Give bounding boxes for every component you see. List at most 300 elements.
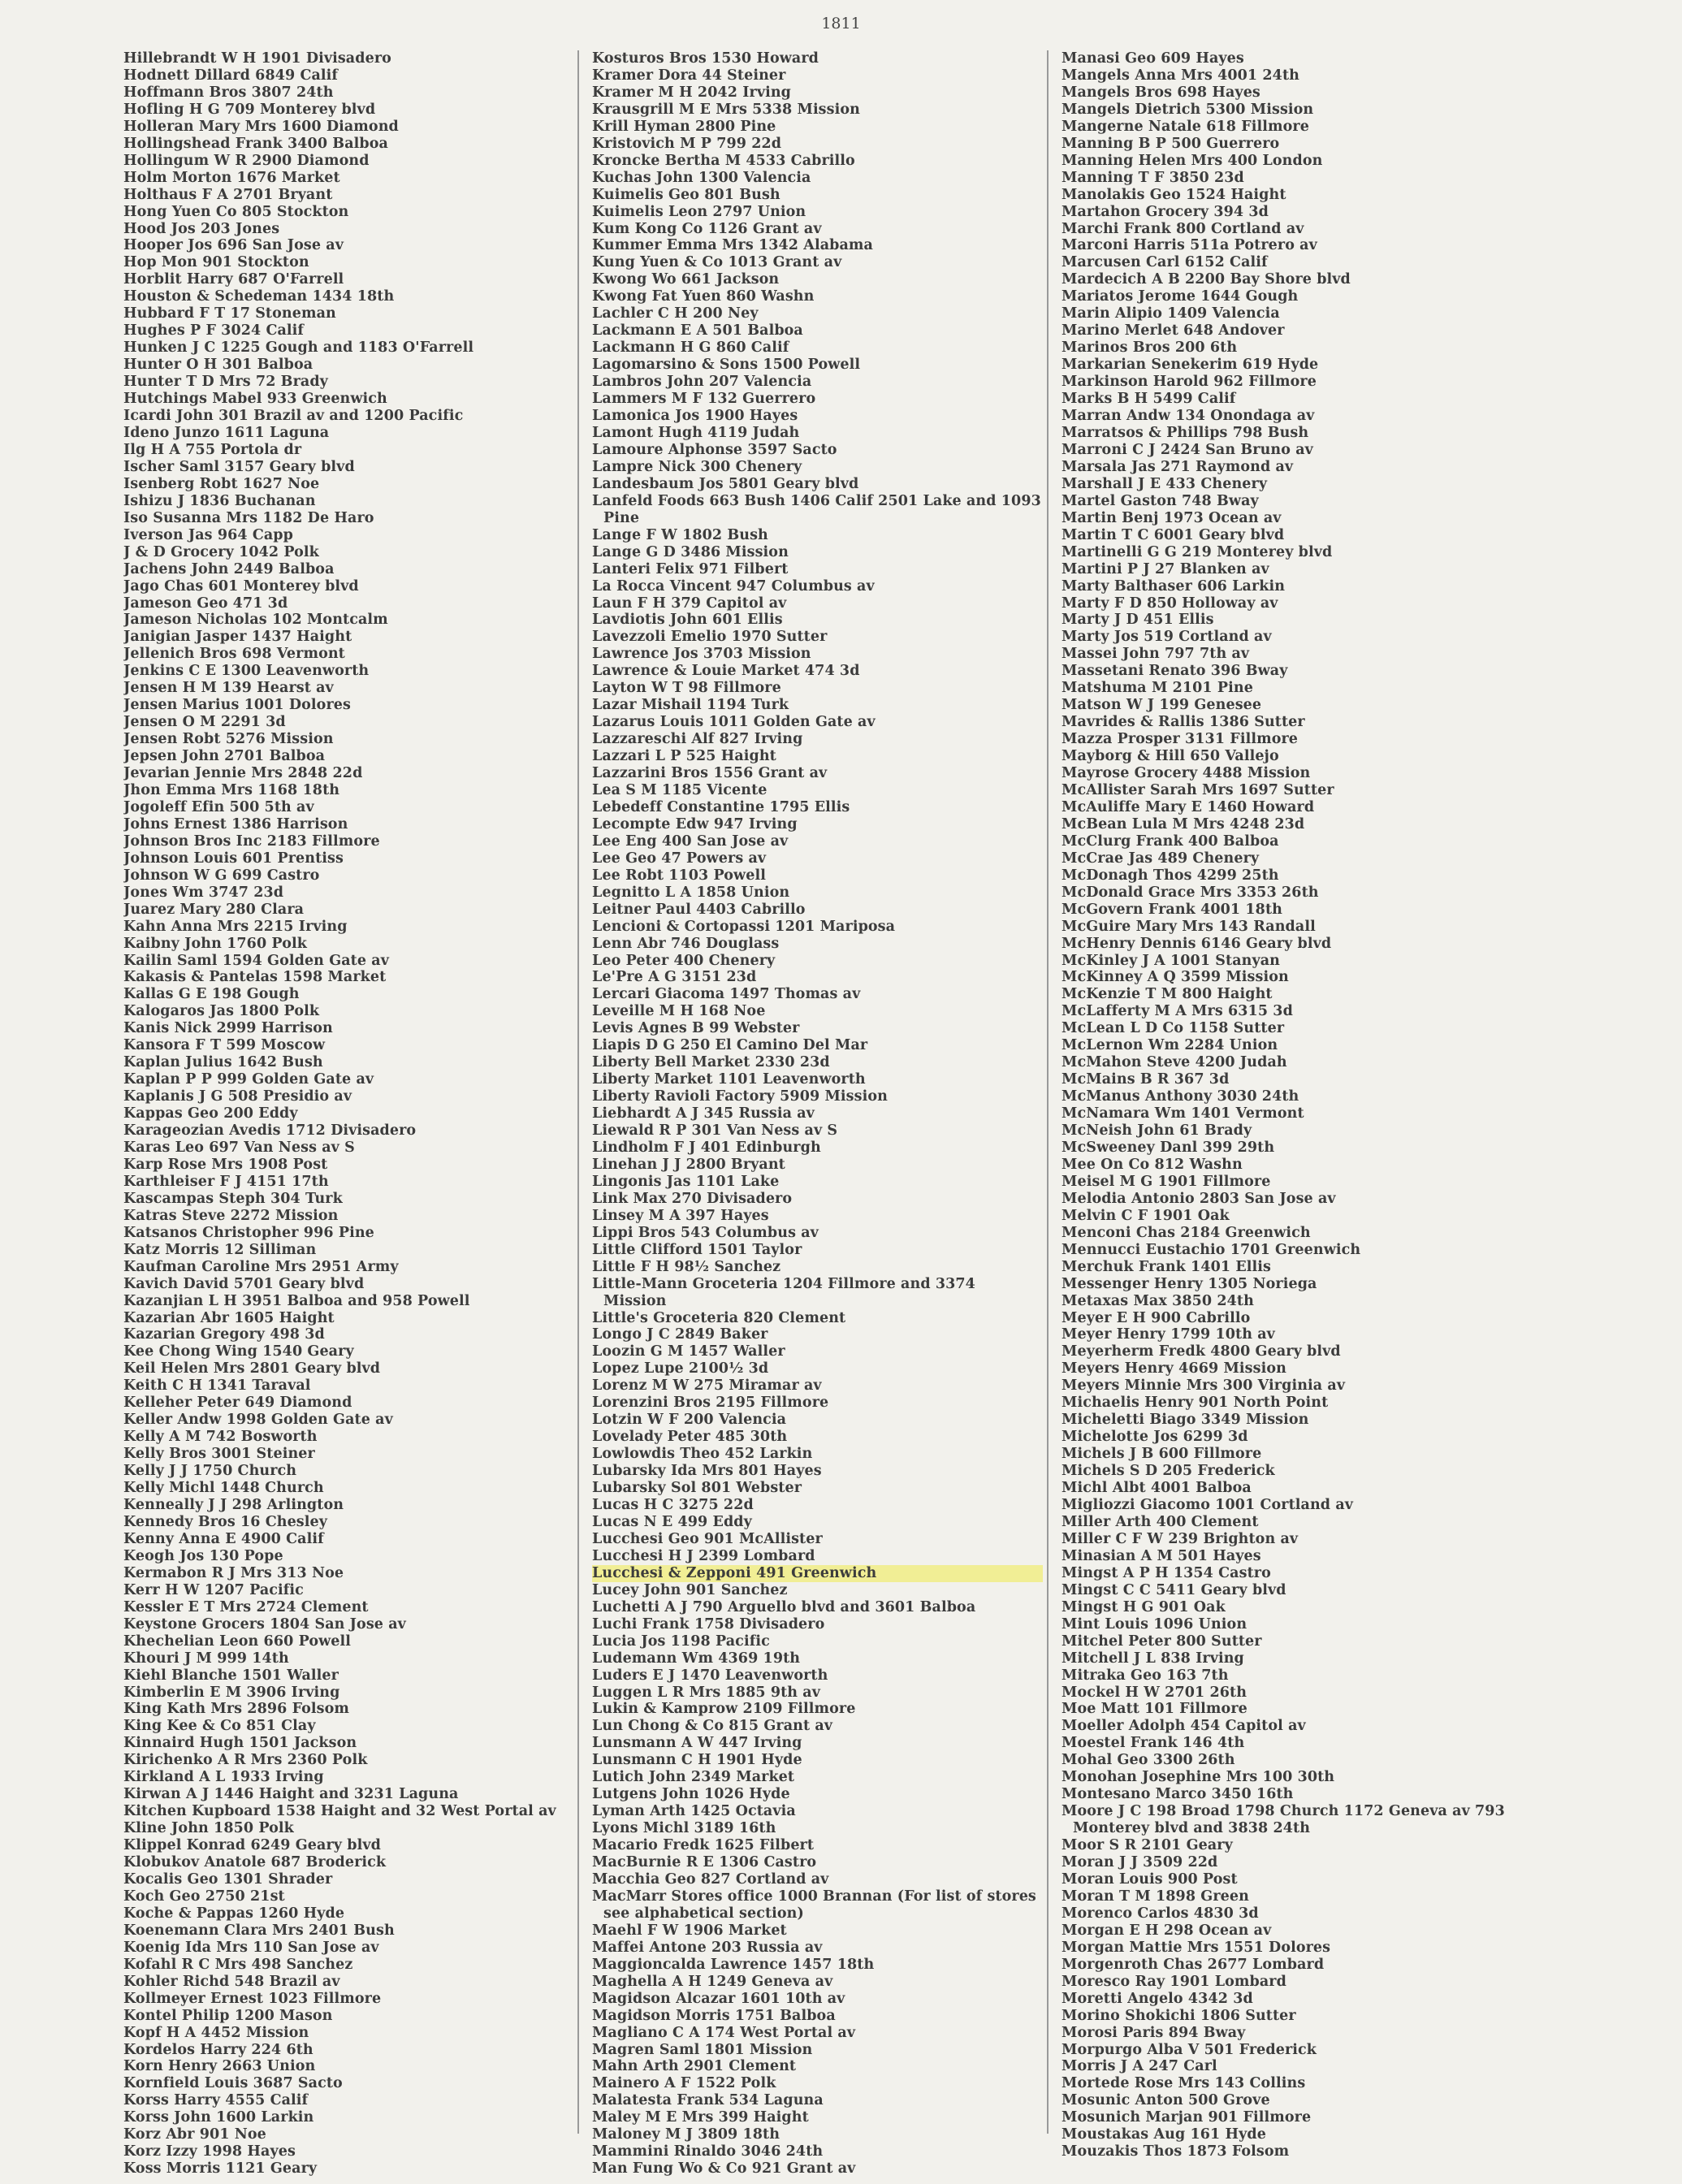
directory-entry: Miller Arth 400 Clement [1062,1513,1259,1530]
directory-entry: Kerr H W 1207 Pacific [123,1581,304,1598]
directory-entry: Lambros John 207 Valencia [592,374,812,391]
directory-entry: Kum Kong Co 1126 Grant av [592,220,822,237]
directory-entry: Karp Rose Mrs 1908 Post [123,1156,328,1173]
directory-entry: Marran Andw 134 Onondaga av [1062,408,1315,425]
directory-entry: Jevarian Jennie Mrs 2848 22d [123,765,363,782]
directory-entry: Maley M E Mrs 399 Haight [592,2109,809,2126]
directory-entry: Lanfeld Foods 663 Bush 1406 Calif 2501 Lake and 1093 Pine [592,492,1041,526]
directory-entry: Hunken J C 1225 Gough and 1183 O'Farrell [123,339,474,357]
directory-entry: Monohan Josephine Mrs 100 30th [1062,1769,1335,1786]
directory-entry: Mangerne Natale 618 Fillmore [1062,118,1309,135]
directory-entry: Luchi Frank 1758 Divisadero [592,1615,825,1633]
directory-entry: Macario Fredk 1625 Filbert [592,1837,815,1854]
directory-entry: Holleran Mary Mrs 1600 Diamond [123,118,399,135]
directory-entry: Keogh Jos 130 Pope [123,1547,283,1564]
directory-entry: Liberty Ravioli Factory 5909 Mission [592,1088,888,1105]
directory-entry: Jhon Emma Mrs 1168 18th [123,781,340,798]
directory-entry: Morgan E H 298 Ocean av [1062,1922,1272,1939]
directory-entry: Hong Yuen Co 805 Stockton [123,203,349,220]
directory-entry: Mazza Prosper 3131 Fillmore [1062,731,1299,748]
directory-entry: Lea S M 1185 Vicente [592,781,767,798]
directory-entry: Krausgrill M E Mrs 5338 Mission [592,101,860,118]
directory-entry: Hutchings Mabel 933 Greenwich [123,391,387,408]
directory-entry: Messenger Henry 1305 Noriega [1062,1275,1317,1292]
directory-entry: Kaufman Caroline Mrs 2951 Army [123,1258,399,1275]
directory-entry: Le'Pre A G 3151 23d [592,969,757,986]
directory-entry: Menconi Chas 2184 Greenwich [1062,1224,1311,1241]
directory-entry: Marty Jos 519 Cortland av [1062,629,1272,646]
directory-entry: McBean Lula M Mrs 4248 23d [1062,815,1305,833]
directory-entry: Micheletti Biago 3349 Mission [1062,1412,1309,1429]
directory-entry: Lutich John 2349 Market [592,1769,795,1786]
directory-entry: Landesbaum Jos 5801 Geary blvd [592,475,859,492]
directory-entry: Martin T C 6001 Geary blvd [1062,526,1285,543]
directory-entry: Keil Helen Mrs 2801 Geary blvd [123,1360,381,1377]
directory-column-3 [1062,50,1516,2160]
directory-entry: Manning T F 3850 23d [1062,169,1244,186]
directory-entry: McKenzie T M 800 Haight [1062,986,1273,1003]
directory-entry: Krill Hyman 2800 Pine [592,118,776,135]
directory-entry: Kenny Anna E 4900 Calif [123,1530,324,1547]
directory-entry: Hillebrandt W H 1901 Divisadero [123,50,391,67]
directory-entry: Liberty Market 1101 Leavenworth [592,1071,866,1088]
directory-entry: Koenig Ida Mrs 110 San Jose av [123,1939,379,1956]
directory-entry: Morino Shokichi 1806 Sutter [1062,2007,1296,2024]
directory-entry: Matshuma M 2101 Pine [1062,680,1253,697]
directory-entry: Koss Morris 1121 Geary [123,2160,318,2178]
directory-entry: Markinson Harold 962 Fillmore [1062,374,1317,391]
directory-entry: Kuimelis Geo 801 Bush [592,186,780,203]
directory-entry: Mangels Anna Mrs 4001 24th [1062,67,1299,84]
directory-entry: Kramer M H 2042 Irving [592,84,792,101]
directory-entry: Lee Robt 1103 Powell [592,867,766,884]
directory-entry: Kallas G E 198 Gough [123,986,300,1003]
directory-entry: Kaibny John 1760 Polk [123,935,307,952]
directory-entry: Mitchell J L 838 Irving [1062,1650,1244,1667]
directory-entry: Lamonica Jos 1900 Hayes [592,408,798,425]
directory-entry: Jensen H M 139 Hearst av [123,680,334,697]
directory-entry: Matson W J 199 Genesee [1062,697,1262,714]
directory-entry: Mingst C C 5411 Geary blvd [1062,1581,1286,1598]
directory-entry: Korn Henry 2663 Union [123,2058,316,2075]
directory-entry: Iverson Jas 964 Capp [123,526,293,543]
directory-entry: Kummer Emma Mrs 1342 Alabama [592,237,873,254]
directory-entry: Mingst A P H 1354 Castro [1062,1564,1271,1581]
directory-entry: Lawrence & Louie Market 474 3d [592,663,860,680]
directory-entry: Michl Albt 4001 Balboa [1062,1480,1252,1497]
directory-entry: Miller C F W 239 Brighton av [1062,1530,1299,1547]
directory-entry: Kornfield Louis 3687 Sacto [123,2075,343,2092]
directory-entry: Lazzari L P 525 Haight [592,748,776,765]
directory-entry: Mennucci Eustachio 1701 Greenwich [1062,1241,1361,1258]
directory-entry: Korz Abr 901 Noe [123,2126,266,2143]
directory-entry: Lovelady Peter 485 30th [592,1429,788,1446]
directory-entry: Kordelos Harry 224 6th [123,2041,313,2058]
directory-entry: Lotzin W F 200 Valencia [592,1412,787,1429]
directory-entry: Katras Steve 2272 Mission [123,1207,339,1224]
directory-entry: Kalogaros Jas 1800 Polk [123,1003,320,1020]
directory-entry: Hollingshead Frank 3400 Balboa [123,135,388,152]
directory-entry: Jenkins C E 1300 Leavenworth [123,663,370,680]
directory-entry: Marty F D 850 Holloway av [1062,595,1278,612]
directory-entry: Manning B P 500 Guerrero [1062,135,1280,152]
directory-entry: Jensen O M 2291 3d [123,714,286,731]
directory-entry: Kelly A M 742 Bosworth [123,1429,318,1446]
directory-entry: Layton W T 98 Fillmore [592,680,781,697]
directory-entry: Mitraka Geo 163 7th [1062,1667,1229,1684]
directory-entry: Kennedy Bros 16 Chesley [123,1513,327,1530]
column-divider [1047,50,1049,2134]
directory-entry: Manasi Geo 609 Hayes [1062,50,1244,67]
directory-entry: Kramer Dora 44 Steiner [592,67,786,84]
directory-entry: Kimberlin E M 3906 Irving [123,1684,340,1701]
directory-entry: Lowlowdis Theo 452 Larkin [592,1446,813,1463]
directory-entry: Mammini Rinaldo 3046 24th [592,2143,824,2160]
directory-entry: Lyman Arth 1425 Octavia [592,1803,796,1820]
directory-entry: Lucas H C 3275 22d [592,1497,754,1514]
column-divider [577,50,579,2134]
directory-entry: McNamara Wm 1401 Vermont [1062,1105,1304,1122]
directory-entry: Mardecich A B 2200 Bay Shore blvd [1062,271,1351,288]
directory-entry: Lindholm F J 401 Edinburgh [592,1140,821,1156]
directory-entry: Mouzakis Thos 1873 Folsom [1062,2143,1290,2160]
directory-entry: Link Max 270 Divisadero [592,1190,793,1207]
directory-entry: Lee Eng 400 San Jose av [592,833,789,850]
directory-entry: Mee On Co 812 Washn [1062,1156,1243,1173]
directory-entry: Kappas Geo 200 Eddy [123,1105,298,1122]
directory-entry: Leo Peter 400 Chenery [592,952,776,969]
directory-entry: Maffei Antone 203 Russia av [592,1939,823,1956]
directory-entry: Marino Merlet 648 Andover [1062,322,1285,339]
directory-entry: Keystone Grocers 1804 San Jose av [123,1615,406,1633]
directory-entry: Khouri J M 999 14th [123,1650,289,1667]
directory-entry: Kinnaird Hugh 1501 Jackson [123,1735,357,1752]
directory-entry: Lamont Hugh 4119 Judah [592,424,800,441]
directory-entry: Karthleiser F J 4151 17th [123,1173,329,1190]
directory-entry: Little F H 98½ Sanchez [592,1258,781,1275]
directory-entry: Kascampas Steph 304 Turk [123,1190,343,1207]
directory-entry: Korss Harry 4555 Calif [123,2092,309,2109]
directory-entry: McLean L D Co 1158 Sutter [1062,1020,1285,1037]
directory-entry: Johnson Bros Inc 2183 Fillmore [123,833,380,850]
directory-entry: Kanis Nick 2999 Harrison [123,1020,333,1037]
directory-entry: Montesano Marco 3450 16th [1062,1786,1294,1803]
directory-entry: McGuire Mary Mrs 143 Randall [1062,918,1316,935]
directory-entry: Mohal Geo 3300 26th [1062,1752,1235,1769]
directory-entry: Macchia Geo 827 Cortland av [592,1870,829,1888]
directory-entry: Koenemann Clara Mrs 2401 Bush [123,1922,395,1939]
directory-entry: Meyer Henry 1799 10th av [1062,1326,1275,1343]
directory-entry: McManus Anthony 3030 24th [1062,1088,1299,1105]
directory-entry: Moustakas Aug 161 Hyde [1062,2126,1266,2143]
directory-entry: King Kath Mrs 2896 Folsom [123,1701,350,1718]
directory-entry: McAllister Sarah Mrs 1697 Sutter [1062,781,1334,798]
directory-entry: Lazzareschi Alf 827 Irving [592,731,803,748]
directory-entry: Lee Geo 47 Powers av [592,850,767,867]
directory-entry: Lanteri Felix 971 Filbert [592,560,789,577]
directory-entry: McMains B R 367 3d [1062,1071,1230,1088]
directory-entry: Kazanjian L H 3951 Balboa and 958 Powell [123,1292,470,1309]
directory-entry: Lun Chong & Co 815 Grant av [592,1718,833,1735]
directory-entry: Loozin G M 1457 Waller [592,1343,785,1360]
directory-entry: McDonagh Thos 4299 25th [1062,867,1279,884]
directory-entry: Lunsmann A W 447 Irving [592,1735,802,1752]
directory-entry: Johns Ernest 1386 Harrison [123,815,348,833]
directory-entry: Hodnett Dillard 6849 Calif [123,67,339,84]
directory-entry: Ilg H A 755 Portola dr [123,441,302,458]
directory-entry: Holm Morton 1676 Market [123,169,340,186]
directory-entry: Martin Benj 1973 Ocean av [1062,509,1282,526]
directory-entry: Maggioncalda Lawrence 1457 18th [592,1956,875,1973]
directory-entry: Katz Morris 12 Silliman [123,1241,317,1258]
directory-entry: Hofling H G 709 Monterey blvd [123,101,376,118]
directory-entry: Meyer E H 900 Cabrillo [1062,1309,1251,1326]
directory-entry: McLafferty M A Mrs 6315 3d [1062,1003,1293,1020]
directory-entry: Mayrose Grocery 4488 Mission [1062,765,1311,782]
directory-entry: Kitchen Kupboard 1538 Haight and 32 West Portal av [123,1803,556,1820]
directory-entry: Kessler E T Mrs 2724 Clement [123,1598,369,1615]
directory-entry: Lucchesi H J 2399 Lombard [592,1547,815,1564]
directory-entry: Marroni C J 2424 San Bruno av [1062,441,1313,458]
directory-entry: Kazarian Gregory 498 3d [123,1326,325,1343]
directory-entry: Moresco Ray 1901 Lombard [1062,1973,1286,1990]
directory-entry: Kofahl R C Mrs 498 Sanchez [123,1956,353,1973]
directory-entry: Kenneally J J 298 Arlington [123,1497,344,1514]
directory-entry: Morgan Mattie Mrs 1551 Dolores [1062,1939,1331,1956]
directory-entry: Luders E J 1470 Leavenworth [592,1667,828,1684]
directory-entry: Hubbard F T 17 Stoneman [123,305,336,322]
directory-entry: Lackmann H G 860 Calif [592,339,789,357]
directory-entry: Kohler Richd 548 Brazil av [123,1973,340,1990]
directory-entry: Moestel Frank 146 4th [1062,1735,1245,1752]
directory-entry: Minasian A M 501 Hayes [1062,1547,1261,1564]
directory-entry: Kazarian Abr 1605 Haight [123,1309,335,1326]
directory-entry: Moeller Adolph 454 Capitol av [1062,1718,1306,1735]
directory-entry: Moran Louis 900 Post [1062,1870,1238,1888]
directory-entry: Kroncke Bertha M 4533 Cabrillo [592,152,855,169]
directory-entry: Leitner Paul 4403 Cabrillo [592,901,806,918]
directory-entry: Michaelis Henry 901 North Point [1062,1395,1329,1412]
directory-entry: Moretti Angelo 4342 3d [1062,1990,1253,2007]
directory-entry: Little's Groceteria 820 Clement [592,1309,846,1326]
directory-entry: Marty Balthaser 606 Larkin [1062,577,1286,595]
directory-entry: Lenn Abr 746 Douglass [592,935,780,952]
directory-entry: Morenco Carlos 4830 3d [1062,1905,1259,1922]
directory-entry: Kontel Philip 1200 Mason [123,2007,333,2024]
directory-entry: Hunter T D Mrs 72 Brady [123,374,328,391]
directory-entry: McKinney A Q 3599 Mission [1062,969,1289,986]
directory-entry: Lazarus Louis 1011 Golden Gate av [592,714,876,731]
directory-entry: Lercari Giacoma 1497 Thomas av [592,986,861,1003]
directory-entry: McClurg Frank 400 Balboa [1062,833,1279,850]
directory-entry: Michelotte Jos 6299 3d [1062,1429,1248,1446]
directory-entry: King Kee & Co 851 Clay [123,1718,316,1735]
directory-entry: Jepsen John 2701 Balboa [123,748,326,765]
directory-entry: Koch Geo 2750 21st [123,1888,285,1905]
directory-entry: McLernon Wm 2284 Union [1062,1037,1278,1054]
directory-column-2 [592,50,1043,2178]
directory-entry: Kuimelis Leon 2797 Union [592,203,806,220]
directory-entry: McCrae Jas 489 Chenery [1062,850,1260,867]
directory-entry: Morosi Paris 894 Bway [1062,2024,1246,2041]
directory-entry: Hop Mon 901 Stockton [123,254,309,271]
directory-entry: Janigian Jasper 1437 Haight [123,629,352,646]
directory-entry: Ideno Junzo 1611 Laguna [123,424,330,441]
directory-entry: Lagomarsino & Sons 1500 Powell [592,357,861,374]
directory-entry: Lorenz M W 275 Miramar av [592,1377,822,1395]
directory-entry: Ishizu J 1836 Buchanan [123,492,316,509]
directory-entry: Levis Agnes B 99 Webster [592,1020,800,1037]
directory-entry: Lackmann E A 501 Balboa [592,322,803,339]
directory-entry: Horblit Harry 687 O'Farrell [123,271,344,288]
directory-entry: Lorenzini Bros 2195 Fillmore [592,1395,829,1412]
directory-entry: Kaplan P P 999 Golden Gate av [123,1071,374,1088]
directory-entry: Holthaus F A 2701 Bryant [123,186,333,203]
directory-entry: Lyons Michl 3189 16th [592,1820,776,1837]
directory-entry: Lavdiotis John 601 Ellis [592,612,783,629]
directory-entry: Luggen L R Mrs 1885 9th av [592,1684,821,1701]
directory-entry: Morris J A 247 Carl [1062,2058,1217,2075]
directory-entry: Lunsmann C H 1901 Hyde [592,1752,802,1769]
directory-entry: Mariatos Jerome 1644 Gough [1062,288,1299,305]
directory-entry: Kirkland A L 1933 Irving [123,1769,324,1786]
directory-entry: Lampre Nick 300 Chenery [592,458,802,475]
page-number: 1811 [821,15,861,32]
directory-entry: Moran J J 3509 22d [1062,1854,1218,1871]
directory-entry: Marcusen Carl 6152 Calif [1062,254,1268,271]
directory-entry: J & D Grocery 1042 Polk [123,543,319,560]
directory-entry: Meyerherm Fredk 4800 Geary blvd [1062,1343,1341,1360]
directory-entry: Icardi John 301 Brazil av and 1200 Pacific [123,408,464,425]
directory-entry: Kocalis Geo 1301 Shrader [123,1870,333,1888]
directory-entry: Korss John 1600 Larkin [123,2109,314,2126]
directory-entry: Mortede Rose Mrs 143 Collins [1062,2075,1306,2092]
directory-entry: McHenry Dennis 6146 Geary blvd [1062,935,1332,952]
directory-entry: Marinos Bros 200 6th [1062,339,1238,357]
directory-entry: Liebhardt A J 345 Russia av [592,1105,815,1122]
directory-entry: Linehan J J 2800 Bryant [592,1156,785,1173]
directory-entry: Lucey John 901 Sanchez [592,1581,788,1598]
directory-entry: Michels S D 205 Frederick [1062,1463,1275,1480]
directory-entry: McKinley J A 1001 Stanyan [1062,952,1281,969]
directory-entry: Meyers Henry 4669 Mission [1062,1360,1286,1377]
directory-entry: Lavezzoli Emelio 1970 Sutter [592,629,828,646]
directory-entry: Mosunic Anton 500 Grove [1062,2092,1270,2109]
directory-column-1 [123,50,562,2178]
directory-entry: Kristovich M P 799 22d [592,135,782,152]
directory-entry: Little-Mann Groceteria 1204 Fillmore and 3374 Mission [592,1275,975,1309]
directory-entry: Kelleher Peter 649 Diamond [123,1395,352,1412]
directory-entry: Karageozian Avedis 1712 Divisadero [123,1122,417,1140]
directory-entry: Marsala Jas 271 Raymond av [1062,458,1294,475]
directory-entry: Kwong Fat Yuen 860 Washn [592,288,815,305]
directory-entry: Lutgens John 1026 Hyde [592,1786,790,1803]
directory-entry: Magidson Morris 1751 Balboa [592,2007,836,2024]
directory-entry: Kiehl Blanche 1501 Waller [123,1667,339,1684]
directory-entry: Meisel M G 1901 Fillmore [1062,1173,1271,1190]
directory-entry: Marratsos & Phillips 798 Bush [1062,424,1309,441]
directory-entry: Lubarsky Ida Mrs 801 Hayes [592,1463,822,1480]
directory-entry: Lubarsky Sol 801 Webster [592,1480,802,1497]
directory-entry: Mingst H G 901 Oak [1062,1598,1226,1615]
directory-entry: Kung Yuen & Co 1013 Grant av [592,254,842,271]
directory-entry: McMahon Steve 4200 Judah [1062,1054,1287,1071]
directory-entry: Lamoure Alphonse 3597 Sacto [592,441,837,458]
directory-entry: Morgenroth Chas 2677 Lombard [1062,1956,1325,1973]
directory-entry: Juarez Mary 280 Clara [123,901,305,918]
directory-entry: Kirwan A J 1446 Haight and 3231 Laguna [123,1786,459,1803]
directory-entry: Katsanos Christopher 996 Pine [123,1224,374,1241]
directory-entry: Jensen Marius 1001 Dolores [123,697,351,714]
directory-entry: Koche & Pappas 1260 Hyde [123,1905,345,1922]
directory-entry: Marconi Harris 511a Potrero av [1062,237,1317,254]
directory-entry: Kee Chong Wing 1540 Geary [123,1343,354,1360]
directory-entry: McDonald Grace Mrs 3353 26th [1062,884,1319,901]
directory-entry: Morpurgo Alba V 501 Frederick [1062,2041,1317,2058]
directory-entry: Linsey M A 397 Hayes [592,1207,769,1224]
directory-entry: Jellenich Bros 698 Vermont [123,646,345,663]
directory-entry: Laun F H 379 Capitol av [592,595,787,612]
directory-entry: Lingonis Jas 1101 Lake [592,1173,780,1190]
directory-entry: Lucchesi Geo 901 McAllister [592,1530,823,1547]
directory-entry: Mahn Arth 2901 Clement [592,2058,797,2075]
directory-entry: Man Fung Wo & Co 921 Grant av [592,2160,856,2178]
directory-entry: Lange G D 3486 Mission [592,543,789,560]
directory-entry: Jago Chas 601 Monterey blvd [123,577,359,595]
directory-entry: Hoffmann Bros 3807 24th [123,84,334,101]
directory-entry: Manolakis Geo 1524 Haight [1062,186,1286,203]
directory-entry: Migliozzi Giacomo 1001 Cortland av [1062,1497,1354,1514]
directory-entry: La Rocca Vincent 947 Columbus av [592,577,875,595]
directory-entry: Kelly Michl 1448 Church [123,1480,324,1497]
directory-entry: Mockel H W 2701 26th [1062,1684,1247,1701]
directory-entry: Liewald R P 301 Van Ness av S [592,1122,838,1140]
directory-entry: Martahon Grocery 394 3d [1062,203,1269,220]
directory-entry: Jones Wm 3747 23d [123,884,284,901]
directory-entry: Kopf H A 4452 Mission [123,2024,309,2041]
directory-entry: Martinelli G G 219 Monterey blvd [1062,543,1333,560]
directory-entry: Korz Izzy 1998 Hayes [123,2143,296,2160]
directory-entry: Kahn Anna Mrs 2215 Irving [123,918,348,935]
directory-entry: Hunter O H 301 Balboa [123,357,313,374]
directory-entry: Lammers M F 132 Guerrero [592,391,816,408]
directory-entry: Mitchel Peter 800 Sutter [1062,1633,1262,1650]
directory-entry: Mainero A F 1522 Polk [592,2075,776,2092]
directory-entry: Maghella A H 1249 Geneva av [592,1973,833,1990]
directory-entry: Kosturos Bros 1530 Howard [592,50,819,67]
directory-entry: Kline John 1850 Polk [123,1820,294,1837]
directory-entry: Lebedeff Constantine 1795 Ellis [592,798,850,815]
directory-entry: Isenberg Robt 1627 Noe [123,475,320,492]
directory-entry: Klippel Konrad 6249 Geary blvd [123,1837,381,1854]
directory-entry: Kansora F T 599 Moscow [123,1037,326,1054]
directory-entry: Marshall J E 433 Chenery [1062,475,1268,492]
directory-entry: Melodia Antonio 2803 San Jose av [1062,1190,1336,1207]
directory-entry: Metaxas Max 3850 24th [1062,1292,1254,1309]
directory-entry: McNeish John 61 Brady [1062,1122,1252,1140]
directory-entry: Kuchas John 1300 Valencia [592,169,811,186]
directory-entry: Keith C H 1341 Taraval [123,1377,311,1395]
directory-entry: Jensen Robt 5276 Mission [123,731,334,748]
directory-entry: Manning Helen Mrs 400 London [1062,152,1323,169]
directory-entry: Hughes P F 3024 Calif [123,322,305,339]
directory-entry: Mosunich Marjan 901 Fillmore [1062,2109,1312,2126]
directory-entry: Kakasis & Pantelas 1598 Market [123,969,387,986]
directory-entry: McSweeney Danl 399 29th [1062,1140,1275,1156]
directory-entry: Markarian Senekerim 619 Hyde [1062,357,1319,374]
directory-entry: Klobukov Anatole 687 Broderick [123,1854,387,1871]
directory-entry: Ludemann Wm 4369 19th [592,1650,801,1667]
